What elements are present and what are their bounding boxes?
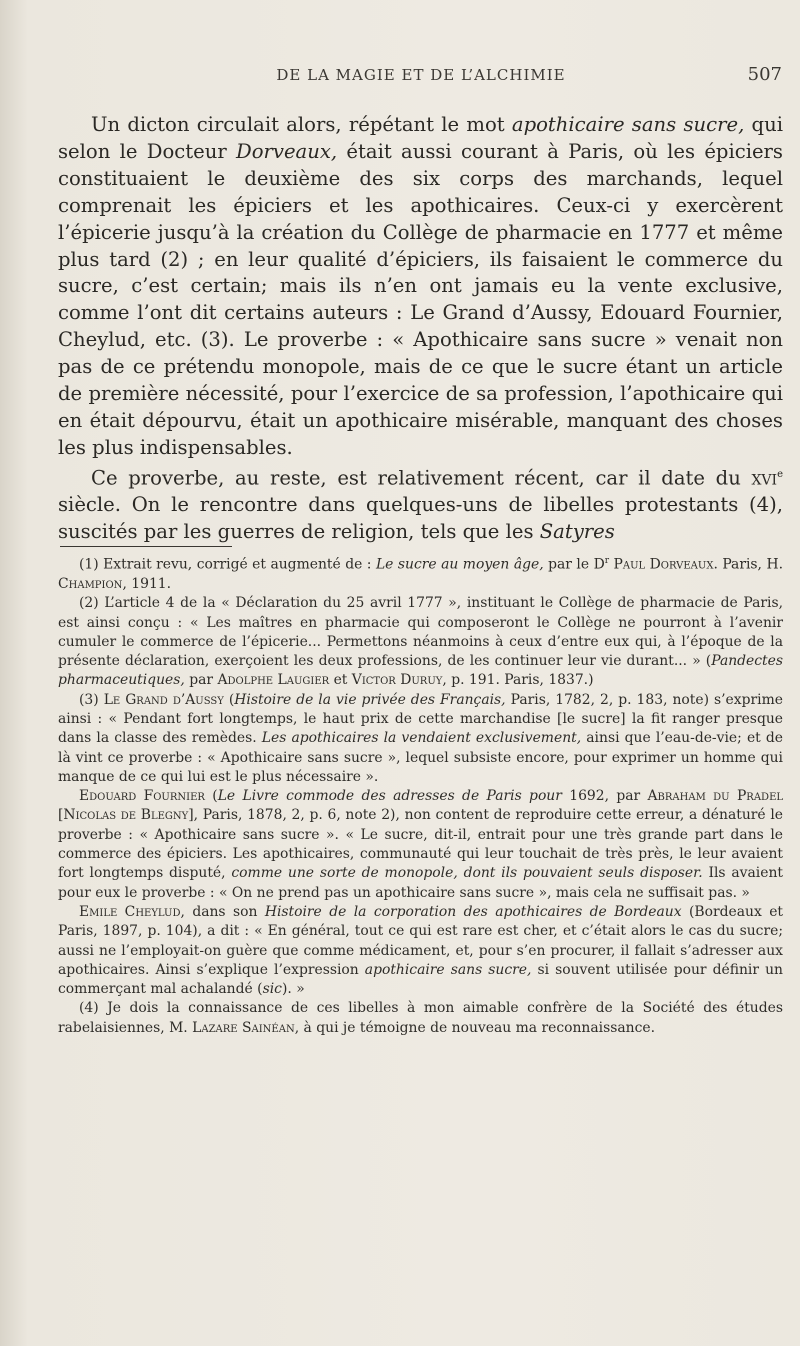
paragraph-1: Un dicton circulait alors, répétant le mot apothicaire sans sucre, qui selon le Docteur Dorveaux, était aussi courant à Paris, où les épiciers constituaient le deuxième des six corps des marchands, lequel comprenait les épiciers et les apothicaires. Ceux-ci y exercèrent l’épicerie jusqu’à la création du Collège de pharmacie en 1777 et même plus tard (2) ; en leur qualité d’épiciers, ils faisaient le commerce du sucre, c’est certain; mais ils n’en ont jamais eu la vente exclusive, comme l’ont dit certains auteurs : Le Grand d’Aussy, Edouard Fournier, Cheylud, etc. (3). Le proverbe : « Apothicaire sans sucre » venait non pas de ce prétendu monopole, mais de ce que le sucre étant un article de première nécessité, pour l’exercice de sa profession, l’apothicaire qui en était dépourvu, était un apothicaire misérable, manquant des choses les plus indispensables. (58, 113, 783, 459)
footnote-rule (60, 546, 232, 547)
footnote-3-cheylud: Emile Cheylud, dans son Histoire de la corporation des apothicaires de Bordeaux (Bordeaux et Paris, 1897, p. 104), a dit : « En général, tout ce qui est rare est cher, et c’était alors le cas du sucre; aussi ne l’employait-on guère que comme médicament, et, pour s’en procurer, il fallait s’adresser aux apothicaires. Ainsi s’explique l’expression apothicaire sans sucre, si souvent utilisée pour définir un commerçant mal achalandé (sic). » (58, 903, 783, 998)
footnote-3-fournier: Edouard Fournier (Le Livre commode des adresses de Paris pour 1692, par Abraham du Pradel [Nicolas de Blegny], Paris, 1878, 2, p. 6, note 2), non content de reproduire cette erreur, a dénaturé le proverbe : « Apothicaire sans sucre ». « Le sucre, dit-il, entrait pour une très grande part dans le commerce des épiciers. Les apothicaires, communauté qui leur touchait de très près, le leur avaient fort longtemps disputé, comme une sorte de monopole, dont ils pouvaient seuls disposer. Ils avaient pour eux le proverbe : « On ne prend pas un apothicaire sans sucre », mais cela ne suffisait pas. » (58, 788, 784, 901)
footnote-1: (1) Extrait revu, corrigé et augmenté de : Le sucre au moyen âge, par le $D^r$ Paul Dorveaux. Paris, H. Champion, 1911. (58, 556, 783, 592)
footnotes (58, 552, 783, 1038)
running-title: DE LA MAGIE ET DE L’ALCHIMIE (276, 66, 566, 84)
footnote-2: (2) L’article 4 de la « Déclaration du 25 avril 1777 », instituant le Collège de pharmacie de Paris, est ainsi conçu : « Les maîtres en pharmacie qui composeront le Collège ne pourront à l’avenir cumuler le commerce de l’épicerie... Permettons néanmoins à ceux d’entre eux qui, à l’époque de la présente déclaration, exerçoient les deux professions, de les continuer leur vie durant... » (Pandectes pharmaceutiques, par Adolphe Laugier et Victor Duruy, p. 191. Paris, 1837.) (58, 595, 783, 689)
page-number: 507 (747, 64, 782, 85)
paragraph-2: Ce proverbe, au reste, est relativement récent, car il date du xvi$^e$ siècle. On le rencontre dans quelques-uns de libelles protestants (4), suscités par les guerres de religion, tels que les Satyres (58, 466, 783, 544)
footnote-3: (3) Le Grand d’Aussy (Histoire de la vie privée des Français, Paris, 1782, 2, p. 183, note) s’exprime ainsi : « Pendant fort longtemps, le haut prix de cette marchandise [le sucre] la fit ranger presque dans la classe des remèdes. Les apothicaires la vendaient exclusivement, ainsi que l’eau-de-vie; et de là vint ce proverbe : « Apothicaire sans sucre », lequel subsiste encore, pour exprimer un homme qui manque de ce qui lui est le plus nécessaire ». (58, 691, 783, 785)
body-text (58, 112, 783, 546)
running-head (60, 66, 782, 90)
footnote-4: (4) Je dois la connaissance de ces libelles à mon aimable confrère de la Société des études rabelaisiennes, M. Lazare Sainéan, à qui je témoigne de nouveau ma reconnaissance. (58, 1000, 783, 1036)
